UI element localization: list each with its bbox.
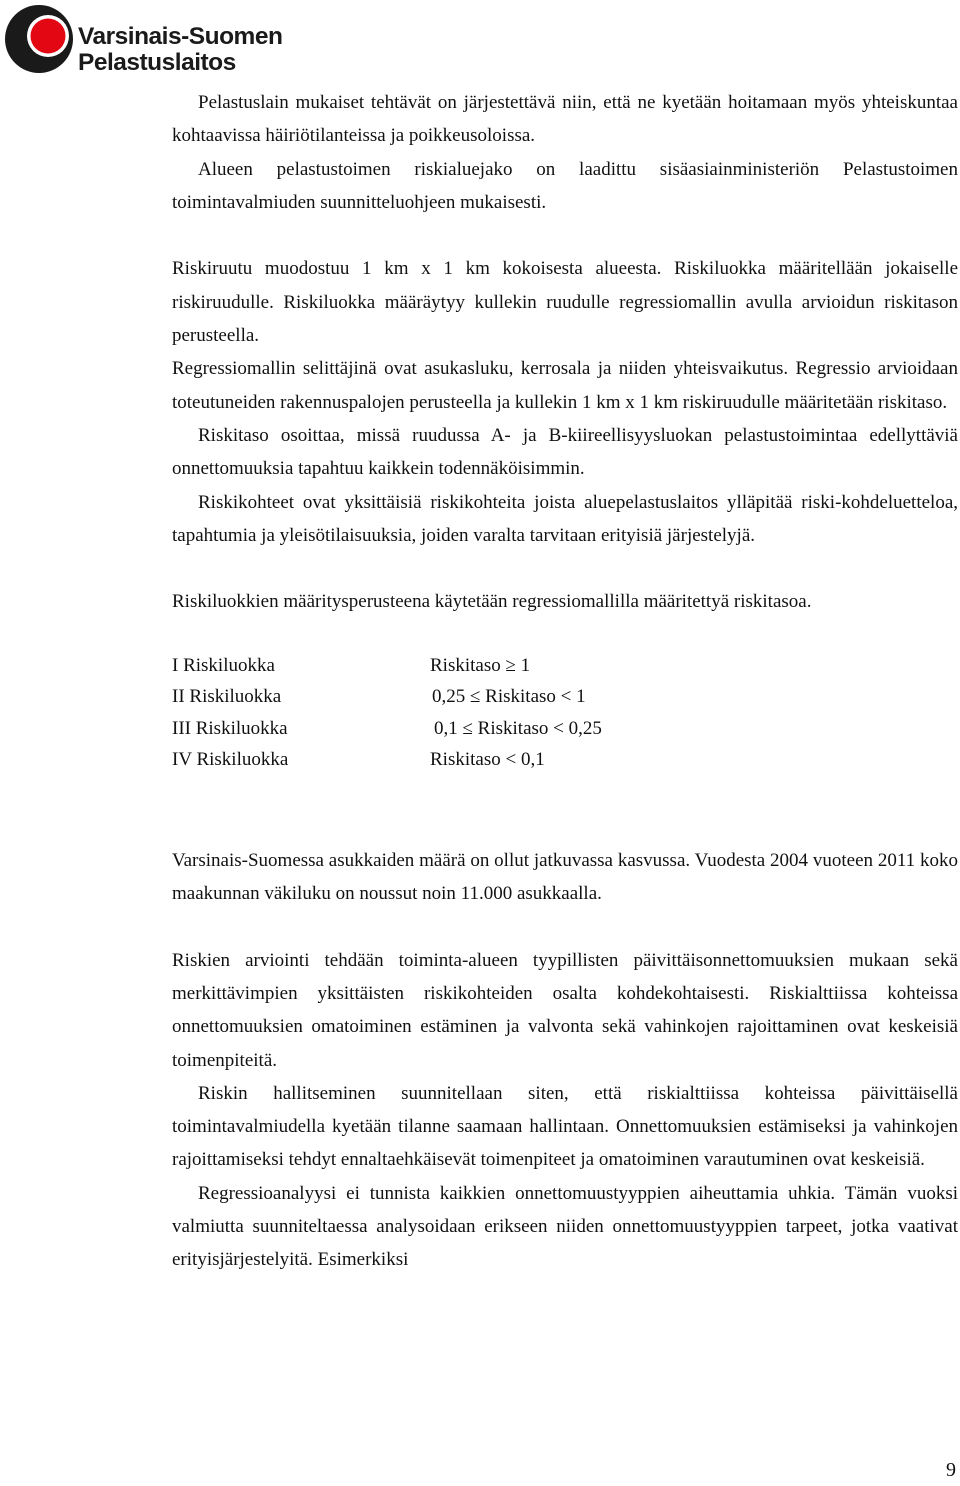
paragraph-10: Riskin hallitseminen suunnitellaan siten, että riskialttiissa kohteissa päivittäisellä toimintavalmiudella kyetään tilanne saamaan hallintaan. Onnettomuuksien estämiseksi ja vahinkojen rajoittamiseksi tehdyt ennaltaehkäisevät toimenpiteet ja omatoiminen varautuminen ovat keskeisiä. <box>172 1082 958 1171</box>
paragraph-1: Pelastuslain mukaiset tehtävät on järjestettävä niin, että ne kyetään hoitamaan myös yhteiskuntaa kohtaavissa häiriötilanteissa ja poikkeusoloissa. <box>172 92 958 147</box>
risk-class-name: I Riskiluokka <box>172 654 275 676</box>
risk-class-name: IV Riskiluokka <box>172 749 289 771</box>
logo-wordmark <box>78 24 282 76</box>
paragraph-11: Regressioanalyysi ei tunnista kaikkien onnettomuustyyppien aiheuttamia uhkia. Tämän vuoksi valmiutta suunniteltaessa analysoidaan erikseen niiden onnettomuustyyppien tarpeet, jotka vaativat erityisjärjestelyitä. Esimerkiksi <box>172 1182 958 1271</box>
risk-class-condition: Riskitaso ≥ 1 <box>430 654 531 676</box>
paragraph-4: Regressiomallin selittäjinä ovat asukasluku, kerrosala ja niiden yhteisvaikutus. Regressio arvioidaan toteutuneiden rakennuspalojen perusteella ja kullekin 1 km x 1 km riskiruudulle määritetään riskitaso. <box>172 358 958 413</box>
risk-class-condition: Riskitaso < 0,1 <box>430 749 545 771</box>
document-body <box>172 86 958 1277</box>
logo-line-1: Varsinais-Suomen <box>78 23 283 50</box>
logo-emblem-icon <box>4 2 74 76</box>
risk-class-row <box>172 650 958 682</box>
risk-class-name: II Riskiluokka <box>172 686 282 708</box>
logo-line-2: Pelastuslaitos <box>78 49 236 76</box>
organization-logo <box>4 2 283 78</box>
page-number: 9 <box>946 1459 956 1481</box>
risk-class-row <box>172 744 958 776</box>
risk-class-row <box>172 713 958 745</box>
risk-class-row <box>172 681 958 713</box>
risk-class-list <box>172 650 958 776</box>
paragraph-2: Alueen pelastustoimen riskialuejako on laadittu sisäasiainministeriön Pelastustoimen toimintavalmiuden suunnitteluohjeen mukaisesti. <box>172 158 958 213</box>
paragraph-5: Riskitaso osoittaa, missä ruudussa A- ja B-kiireellisyysluokan pelastustoimintaa edellyttäviä onnettomuuksia tapahtuu kaikkein todennäköisimmin. <box>172 424 958 480</box>
paragraph-9: Riskien arviointi tehdään toiminta-alueen tyypillisten päivittäisonnettomuuksien mukaan sekä merkittävimpien yksittäisten riskikohteiden osalta kohdekohtaisesti. Riskialttiissa kohteissa onnettomuuksien omatoiminen estäminen ja valvonta sekä vahinkojen rajoittaminen ovat keskeisiä toimenpiteitä. <box>172 949 958 1071</box>
paragraph-7: Riskiluokkien määritysperusteena käytetään regressiomallilla määritettyä riskitasoa. <box>172 591 812 613</box>
paragraph-8: Varsinais-Suomessa asukkaiden määrä on ollut jatkuvassa kasvussa. Vuodesta 2004 vuoteen 2011 koko maakunnan väkiluku on noussut noin 11.000 asukkaalla. <box>172 849 958 905</box>
risk-class-name: III Riskiluokka <box>172 717 288 739</box>
risk-class-condition: 0,25 ≤ Riskitaso < 1 <box>432 686 586 708</box>
risk-class-condition: 0,1 ≤ Riskitaso < 0,25 <box>434 717 602 739</box>
paragraph-3: Riskiruutu muodostuu 1 km x 1 km kokoisesta alueesta. Riskiluokka määritellään jokaiselle riskiruudulle. Riskiluokka määräytyy kullekin ruudulle regressiomallin avulla arvioidun riskitason perusteella. <box>172 258 958 347</box>
paragraph-6: Riskikohteet ovat yksittäisiä riskikohteita joista aluepelastuslaitos ylläpitää riski-kohdeluetteloa, tapahtumia ja yleisötilaisuuksia, joiden varalta tarvitaan erityisiä järjestelyjä. <box>172 491 958 546</box>
